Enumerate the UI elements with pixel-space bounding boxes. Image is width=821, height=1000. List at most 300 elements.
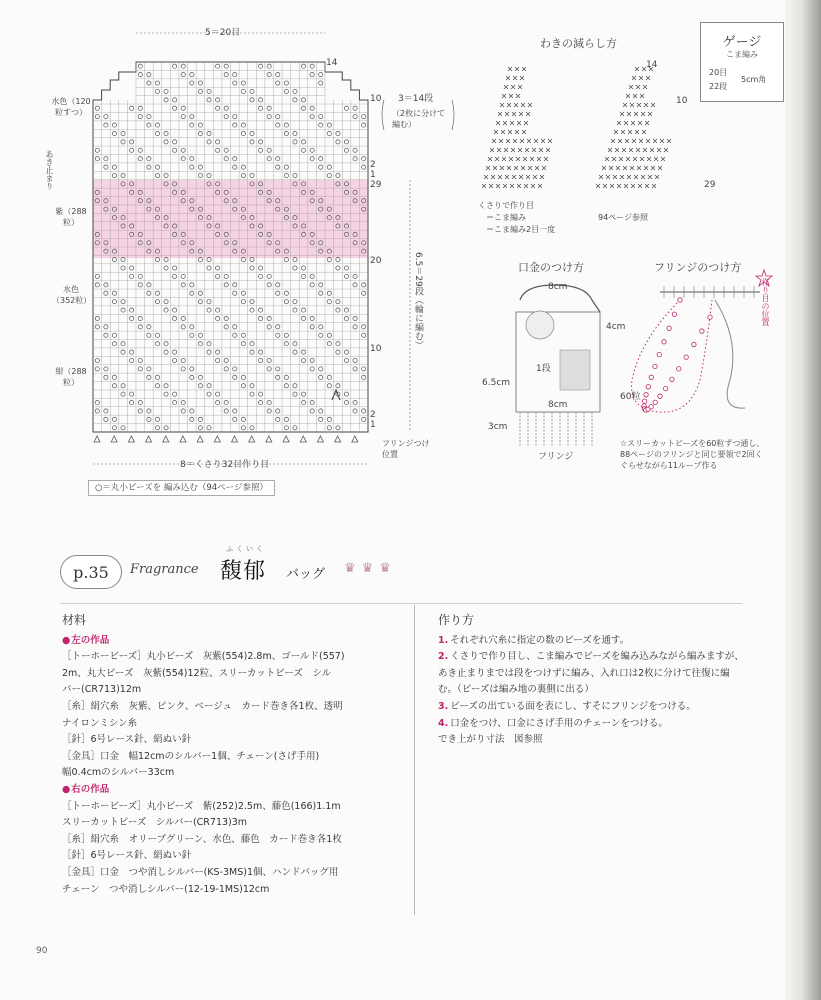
bead-mark (224, 274, 228, 278)
bead-mark (258, 392, 262, 396)
bead-mark (181, 106, 185, 110)
bead-mark (224, 283, 228, 287)
bead-mark (319, 157, 323, 161)
side-dec-stitch-right (638, 184, 642, 188)
side-dec-stitch-left (492, 139, 496, 143)
bead-mark (353, 115, 357, 119)
bead-mark (207, 308, 211, 312)
bead-mark (112, 300, 116, 304)
bead-mark (95, 358, 99, 362)
bead-mark (267, 115, 271, 119)
bead-mark (104, 367, 108, 371)
bead-mark (190, 157, 194, 161)
side-dec-stitch-right (625, 139, 629, 143)
bead-mark (344, 266, 348, 270)
materials-left-line: ［糸］絹穴糸 灰紫、ピンク、ベージュ カード巻き各1枚、透明 (62, 700, 343, 712)
bead-mark (362, 417, 366, 421)
bead-mark (147, 409, 151, 413)
bead-mark (155, 291, 159, 295)
bead-mark (104, 417, 108, 421)
side-dec-stitch-left (515, 67, 519, 71)
bead-mark (224, 400, 228, 404)
side-dec-stitch-left (532, 148, 536, 152)
bead-mark (241, 375, 245, 379)
side-dec-stitch-left (535, 166, 539, 170)
bead-mark (198, 384, 202, 388)
bead-mark (224, 148, 228, 152)
side-dec-stitch-left (540, 175, 544, 179)
side-dec-stitch-right (648, 112, 652, 116)
side-dec-stitch-left (512, 112, 516, 116)
bead-mark (276, 291, 280, 295)
side-dec-stitch-left (531, 184, 535, 188)
bead-mark (138, 325, 142, 329)
materials-left-line: ナイロンミシン糸 (62, 717, 138, 729)
fringe-triangle (335, 436, 341, 442)
bead-mark (267, 316, 271, 320)
bead-mark (181, 148, 185, 152)
side-dec-stitch-left (523, 157, 527, 161)
bead-mark (224, 115, 228, 119)
bead-mark (284, 123, 288, 127)
bead-mark (319, 375, 323, 379)
step-text: 口金をつけ、口金にさげ手用のチェーンをつける。 (450, 717, 668, 729)
side-dec-note-b: ＝こま編み (486, 213, 526, 222)
dec-bracket-left (382, 100, 384, 130)
bead-mark (164, 98, 168, 102)
side-dec-stitch-right (634, 175, 638, 179)
bead-mark (293, 266, 297, 270)
label-murasaki: 紫（288粒） (55, 207, 87, 227)
side-dec-stitch-right (630, 103, 634, 107)
bead-mark (336, 308, 340, 312)
side-dec-stitch-left (544, 157, 548, 161)
bead-mark (353, 367, 357, 371)
side-dec-stitch-left (537, 157, 541, 161)
side-dec-stitch-left (521, 103, 525, 107)
bead-mark (155, 173, 159, 177)
side-dec-stitch-left (498, 175, 502, 179)
bead-mark (112, 342, 116, 346)
side-dec-stitch-left (524, 184, 528, 188)
side-dec-stitch-left (527, 139, 531, 143)
side-dec-stitch-left (504, 85, 508, 89)
fringe-triangle (197, 436, 203, 442)
side-dec-stitch-right (660, 139, 664, 143)
bead-mark (104, 291, 108, 295)
bead-mark (130, 106, 134, 110)
bead-mark (250, 300, 254, 304)
side-dec-stitch-right (652, 184, 656, 188)
bead-mark (310, 358, 314, 362)
bead-mark (301, 140, 305, 144)
bead-mark (344, 400, 348, 404)
bead-mark (353, 148, 357, 152)
side-dec-stitch-right (621, 130, 625, 134)
bead-mark (301, 274, 305, 278)
bead-mark (293, 308, 297, 312)
bead-mark (164, 131, 168, 135)
side-dec-stitch-left (507, 103, 511, 107)
bead-mark (233, 325, 237, 329)
side-dec-stitch-right (599, 175, 603, 179)
bead-mark (224, 325, 228, 329)
bead-mark (233, 157, 237, 161)
bead-mark (250, 384, 254, 388)
bead-mark (233, 81, 237, 85)
bead-mark (155, 333, 159, 337)
bead-mark (319, 123, 323, 127)
side-dec-stitch-left (538, 184, 542, 188)
bead-mark (190, 283, 194, 287)
bead-mark (190, 291, 194, 295)
bead-mark (258, 106, 262, 110)
side-dec-stitch-right (639, 76, 643, 80)
bead-mark (104, 165, 108, 169)
bead-mark (258, 316, 262, 320)
bead-mark (241, 123, 245, 127)
bead-mark (121, 426, 125, 430)
bead-mark (344, 274, 348, 278)
side-dec-stitch-right (605, 157, 609, 161)
bead-mark (250, 140, 254, 144)
side-dec-stitch-right (628, 130, 632, 134)
bead-mark (301, 98, 305, 102)
bead-mark (207, 258, 211, 262)
bead-mark (241, 291, 245, 295)
bead-mark (233, 123, 237, 127)
bead-mark (216, 358, 220, 362)
side-dec-stitch-left (500, 103, 504, 107)
bead-mark (267, 325, 271, 329)
bead-mark (95, 316, 99, 320)
bead-mark (344, 140, 348, 144)
bead-mark (327, 342, 331, 346)
bead-mark (216, 308, 220, 312)
bead-mark (138, 409, 142, 413)
bead-mark (310, 274, 314, 278)
side-dec-stitch-right (623, 103, 627, 107)
bead-mark (147, 165, 151, 169)
side-dec-stitch-right (612, 157, 616, 161)
bead-mark (130, 308, 134, 312)
side-dec-stitch-right (630, 166, 634, 170)
side-dec-stitch-left (509, 157, 513, 161)
materials-left-list (62, 649, 402, 782)
bead-mark (173, 274, 177, 278)
bead-mark (258, 350, 262, 354)
side-dec-stitch-left (500, 166, 504, 170)
materials-left-line: ［針］6号レース針、絹ぬい針 (62, 734, 192, 746)
bead-mark (121, 308, 125, 312)
bead-mark (250, 350, 254, 354)
side-dec-row-10: 10 (676, 96, 688, 106)
fringe-attach-side: 作り目の位置 (761, 278, 770, 326)
bead-mark (95, 106, 99, 110)
bead-mark (310, 73, 314, 77)
side-dec-stitch-right (645, 121, 649, 125)
bead-mark (336, 384, 340, 388)
bead-mark (319, 291, 323, 295)
fringe-count: 60粒 (620, 392, 641, 402)
fringe-attach-title: フリンジのつけ方 (654, 261, 742, 274)
bead-mark (301, 308, 305, 312)
side-dec-stitch-left (516, 94, 520, 98)
fringe-bead (692, 342, 696, 346)
fringe-note: ☆スリーカットビーズを60粒ずつ通し、88ページのフリンジと同じ要領で2回くぐらせながら11ループ作る (620, 439, 765, 470)
bead-mark (138, 316, 142, 320)
bead-mark (327, 384, 331, 388)
bead-mark (241, 300, 245, 304)
bead-mark (207, 384, 211, 388)
bead-mark (198, 291, 202, 295)
dec-bracket-right (452, 100, 454, 130)
side-dec-stitch-right (644, 103, 648, 107)
bead-mark (138, 106, 142, 110)
side-dec-stitch-left (505, 112, 509, 116)
side-dec-stitch-right (655, 175, 659, 179)
bead-mark (173, 148, 177, 152)
bead-mark (104, 123, 108, 127)
bead-mark (310, 64, 314, 68)
side-dec-stitch-right (634, 112, 638, 116)
bead-mark (327, 131, 331, 135)
bead-mark (207, 392, 211, 396)
bead-mark (267, 400, 271, 404)
bead-mark (258, 140, 262, 144)
gauge-size: 5cm角 (741, 75, 767, 84)
side-dec-stitch-left (510, 121, 514, 125)
frame-attach-title: 口金のつけ方 (518, 261, 584, 274)
frame-h65: 6.5cm (482, 378, 511, 388)
bead-mark (319, 283, 323, 287)
bead-mark (138, 148, 142, 152)
materials-right-heading: ● 右の作品 (62, 782, 402, 799)
bead-mark (250, 266, 254, 270)
bead-mark (147, 123, 151, 127)
side-dec-stitch-right (618, 139, 622, 143)
bead-mark (155, 258, 159, 262)
bead-mark (112, 165, 116, 169)
bead-mark (362, 291, 366, 295)
side-dec-stitch-left (514, 166, 518, 170)
bead-mark (198, 173, 202, 177)
bead-mark (310, 400, 314, 404)
side-dec-stitch-left (518, 85, 522, 89)
fringe-bead (653, 400, 657, 404)
instruction-step (438, 699, 748, 716)
bead-mark (198, 300, 202, 304)
bead-mark (104, 409, 108, 413)
bead-mark (233, 291, 237, 295)
side-dec-stitch-right (626, 157, 630, 161)
bead-mark (147, 375, 151, 379)
chart-fringe-label: フリンジつけ位置 (382, 439, 430, 459)
materials-right-line: ［糸］絹穴糸 オリーブグリーン、水色、藤色 カード巻き各1枚 (62, 833, 342, 845)
step-text: それぞれ穴糸に指定の数のビーズを通す。 (450, 634, 630, 646)
bead-mark (147, 115, 151, 119)
bead-mark (362, 115, 366, 119)
bead-mark (241, 165, 245, 169)
bead-mark (284, 333, 288, 337)
side-dec-stitch-left (526, 175, 530, 179)
bead-mark (207, 426, 211, 430)
bead-mark (284, 81, 288, 85)
bead-mark (147, 157, 151, 161)
bead-mark (362, 409, 366, 413)
fringe-triangle (163, 436, 169, 442)
bead-mark (112, 417, 116, 421)
title-kind: バッグ (286, 567, 326, 582)
side-dec-stitch-left (508, 67, 512, 71)
bead-mark (353, 316, 357, 320)
bead-mark (181, 73, 185, 77)
side-dec-stitch-right (627, 175, 631, 179)
bead-mark (250, 392, 254, 396)
side-dec-note-a: くさりで作り目 (478, 201, 534, 210)
side-dec-stitch-right (642, 130, 646, 134)
bead-mark (293, 89, 297, 93)
bead-mark (353, 400, 357, 404)
bead-mark (112, 384, 116, 388)
bead-mark (267, 283, 271, 287)
bead-mark (138, 64, 142, 68)
side-dec-stitch-right (641, 112, 645, 116)
fringe-bead (658, 394, 662, 398)
side-dec-stitch-left (499, 139, 503, 143)
bead-mark (173, 64, 177, 68)
bead-mark (258, 266, 262, 270)
bead-mark (301, 64, 305, 68)
bead-mark (138, 367, 142, 371)
materials-left-line: ［金具］口金 幅12cmのシルバー1個、チェーン(さげ手用) (62, 750, 320, 762)
bead-mark (147, 283, 151, 287)
section-divider-horizontal (60, 603, 742, 604)
bead-mark (241, 173, 245, 177)
bead-mark (164, 426, 168, 430)
side-dec-stitch-left (498, 112, 502, 116)
bead-mark (181, 409, 185, 413)
side-dec-stitch-right (643, 85, 647, 89)
bead-mark (130, 392, 134, 396)
bead-mark (267, 106, 271, 110)
side-dec-stitch-right (613, 175, 617, 179)
bead-mark (121, 392, 125, 396)
bead-mark (293, 392, 297, 396)
bead-mark (138, 358, 142, 362)
side-dec-stitch-left (510, 184, 514, 188)
bead-mark (164, 258, 168, 262)
bead-mark (319, 325, 323, 329)
side-dec-title: わきの減らし方 (540, 37, 617, 50)
bead-mark (301, 392, 305, 396)
bead-mark (130, 148, 134, 152)
bead-mark (95, 274, 99, 278)
fringe-bead (663, 386, 667, 390)
bead-mark (130, 316, 134, 320)
fringe-bead (657, 352, 661, 356)
side-dec-stitch-left (513, 76, 517, 80)
bead-mark (301, 350, 305, 354)
gauge-rows: 22段 (709, 82, 728, 91)
bead-mark (155, 417, 159, 421)
bead-mark (353, 325, 357, 329)
side-dec-stitch-left (525, 148, 529, 152)
side-dec-stitch-left (494, 130, 498, 134)
bead-mark (207, 131, 211, 135)
fringe-bead (662, 340, 666, 344)
bead-mark (138, 283, 142, 287)
bead-mark (336, 173, 340, 177)
bead-mark (164, 300, 168, 304)
frame-pattern-area (560, 350, 590, 390)
side-dec-stitch-left (533, 175, 537, 179)
chart-body-height: 6.5＝29段（輪に編む） (413, 252, 423, 350)
bead-mark (267, 358, 271, 362)
bead-mark (216, 140, 220, 144)
bead-mark (327, 417, 331, 421)
bead-mark (353, 358, 357, 362)
bead-mark (216, 350, 220, 354)
fringe-bead (649, 375, 653, 379)
bead-mark (173, 308, 177, 312)
page-number: 90 (36, 946, 48, 956)
side-dec-stitch-left (514, 103, 518, 107)
bead-mark (164, 308, 168, 312)
side-dec-stitch-left (484, 175, 488, 179)
step-number: 1. (438, 634, 449, 646)
bead-mark (198, 131, 202, 135)
bead-mark (336, 266, 340, 270)
bead-mark (207, 300, 211, 304)
bead-mark (336, 258, 340, 262)
side-dec-stitch-left (524, 121, 528, 125)
side-dec-stitch-right (617, 121, 621, 125)
side-dec-stitch-right (654, 157, 658, 161)
bead-mark (319, 409, 323, 413)
frame-h4: 4cm (606, 322, 626, 332)
bead-mark (293, 258, 297, 262)
bead-mark (353, 274, 357, 278)
side-dec-stitch-right (629, 85, 633, 89)
bead-mark (344, 392, 348, 396)
side-dec-stitch-right (635, 67, 639, 71)
bead-mark (95, 409, 99, 413)
side-dec-stitch-right (635, 130, 639, 134)
bead-mark (207, 173, 211, 177)
fringe-triangle (352, 436, 358, 442)
fringe-bead (646, 385, 650, 389)
bead-mark (344, 106, 348, 110)
side-dec-stitch-left (522, 130, 526, 134)
bead-mark (181, 115, 185, 119)
bead-mark (258, 98, 262, 102)
bead-mark (336, 131, 340, 135)
chart-row-29: 29 (370, 180, 382, 190)
side-dec-stitch-left (534, 139, 538, 143)
bead-mark (233, 333, 237, 337)
bead-mark (95, 325, 99, 329)
bead-mark (121, 258, 125, 262)
bead-mark (216, 392, 220, 396)
side-dec-stitch-left (518, 148, 522, 152)
bead-mark (336, 426, 340, 430)
side-dec-stitch-left (505, 175, 509, 179)
bead-mark (198, 342, 202, 346)
side-dec-stitch-right (610, 184, 614, 188)
bead-mark (121, 384, 125, 388)
bead-mark (284, 291, 288, 295)
